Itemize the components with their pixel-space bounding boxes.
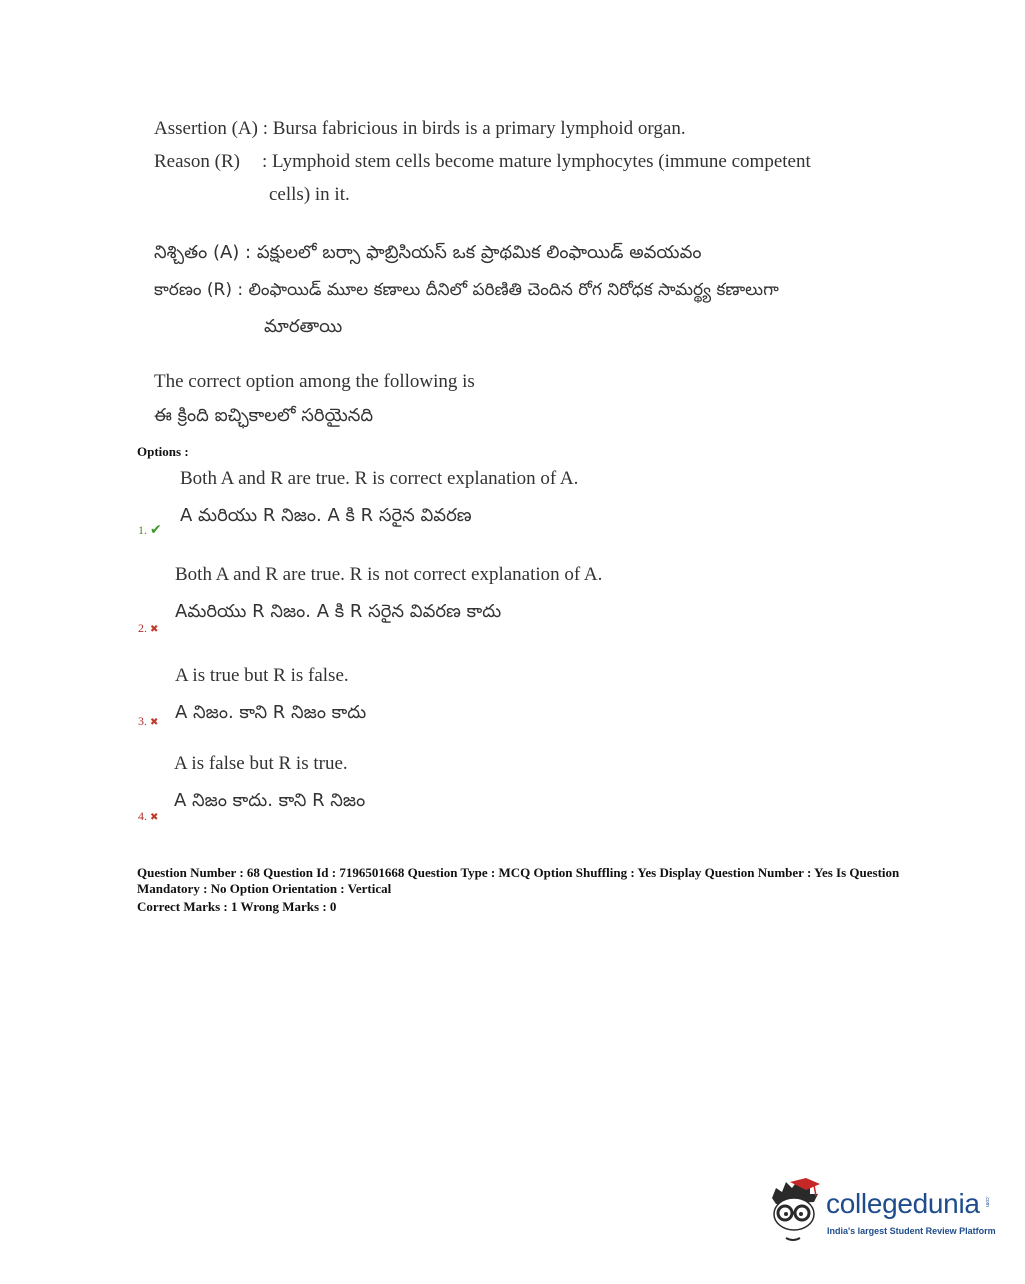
option-1-english: Both A and R are true. R is correct explanation of A. (180, 468, 579, 489)
cross-icon: ✖ (150, 717, 159, 728)
option-4-english: A is false but R is true. (174, 753, 348, 774)
meta-line-1: Question Number : 68 Question Id : 7196501668 Question Type : MCQ Option Shuffling : Yes Display Question Number : Yes Is Question (137, 865, 900, 880)
assertion-telugu: నిశ్చితం (A) : పక్షులలో బర్సా ఫాబ్రిసియస్ ఒక ప్రాథమిక లింఫాయిడ్ అవయవం (154, 242, 702, 263)
question-meta (137, 865, 899, 915)
option-1-marker (138, 522, 162, 538)
assertion-text: Bursa fabricious in birds is a primary lymphoid organ. (272, 118, 686, 139)
option-4-telugu: A నిజం కాదు. కాని R నిజం (174, 790, 366, 811)
option-3-marker (138, 714, 158, 729)
option-3-number: 3. (138, 714, 147, 728)
meta-line-2: Mandatory : No Option Orientation : Vertical (137, 881, 392, 896)
option-3-telugu: A నిజం. కాని R నిజం కాదు (175, 702, 367, 723)
reason-text-line-2: cells) in it. (269, 184, 350, 205)
prompt-telugu: ఈ క్రింది ఐచ్ఛికాలలో సరియైనది (154, 405, 374, 426)
cross-icon: ✖ (150, 624, 159, 635)
option-1-number: 1. (138, 523, 147, 537)
options-label: Options : (137, 444, 189, 459)
collegedunia-logo (766, 1176, 996, 1248)
mascot-icon (766, 1176, 824, 1248)
reason-text-line-1: : Lymphoid stem cells become mature lymphocytes (immune competent (262, 151, 811, 172)
check-icon: ✔ (150, 522, 162, 538)
reason-label: Reason (R) (154, 151, 241, 172)
cross-icon: ✖ (150, 812, 159, 823)
option-2-telugu: Aమరియు R నిజం. A కి R సరైన వివరణ కాదు (175, 601, 502, 622)
assertion-label: Assertion (A) : (154, 118, 268, 139)
reason-telugu-line-2: మారతాయి (264, 316, 343, 337)
option-3-english: A is true but R is false. (175, 665, 349, 686)
option-2-number: 2. (138, 621, 147, 635)
logo-wordmark: collegedunia (826, 1188, 980, 1219)
option-4-marker (138, 809, 158, 824)
prompt-english: The correct option among the following is (154, 371, 475, 392)
option-2-english: Both A and R are true. R is not correct explanation of A. (175, 564, 603, 585)
reason-telugu-line-1: కారణం (R) : లింఫాయిడ్ మూల కణాలు దీనిలో పరిణితి చెందిన రోగ నిరోధక సామర్థ్య కణాలుగా (154, 280, 779, 300)
assertion-line (154, 118, 686, 140)
logo-suffix: .com (984, 1196, 990, 1207)
logo-tagline: India's largest Student Review Platform (827, 1226, 996, 1236)
meta-line-3: Correct Marks : 1 Wrong Marks : 0 (137, 899, 337, 914)
option-2-marker (138, 621, 158, 636)
option-4-number: 4. (138, 809, 147, 823)
option-1-telugu: A మరియు R నిజం. A కి R సరైన వివరణ (180, 505, 472, 526)
